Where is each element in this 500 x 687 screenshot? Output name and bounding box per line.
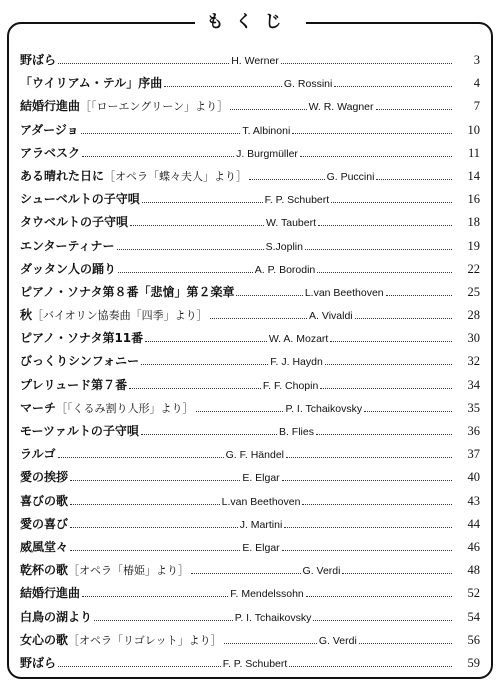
dot-leader bbox=[82, 596, 228, 597]
entry-composer: P. I. Tchaikovsky bbox=[285, 402, 363, 415]
toc-entry bbox=[20, 652, 480, 675]
entry-title bbox=[20, 350, 139, 373]
entry-page-number: 56 bbox=[467, 632, 480, 647]
dot-leader bbox=[355, 318, 452, 319]
dot-leader bbox=[70, 550, 240, 551]
dot-leader bbox=[292, 133, 452, 134]
dot-leader bbox=[236, 295, 302, 296]
dot-leader bbox=[305, 249, 452, 250]
toc-entry bbox=[20, 420, 480, 443]
entry-title-main: ダッタン人の踊り bbox=[20, 261, 117, 276]
entry-page-number: 14 bbox=[467, 168, 480, 183]
dot-leader bbox=[313, 620, 452, 621]
entry-page-number: 48 bbox=[467, 563, 481, 578]
entry-composer: E. Elgar bbox=[242, 541, 280, 554]
dot-leader bbox=[306, 596, 452, 597]
entry-subtitle: ［オペラ「蝶々夫人」より］ bbox=[104, 169, 248, 183]
toc-entry bbox=[20, 536, 480, 559]
dot-leader bbox=[282, 480, 452, 481]
entry-title-main: 威風堂々 bbox=[20, 539, 69, 554]
entry-title bbox=[20, 211, 128, 234]
entry-composer: F. F. Chopin bbox=[262, 379, 319, 392]
entry-composer: S.Joplin bbox=[265, 240, 303, 253]
dot-leader bbox=[142, 202, 263, 203]
entry-title bbox=[20, 513, 68, 536]
dot-leader bbox=[300, 156, 452, 157]
entry-title-main: 女心の歌 bbox=[20, 632, 69, 647]
toc-entry bbox=[20, 95, 480, 118]
entry-title-main: ピアノ・ソナタ第11番 bbox=[20, 331, 144, 346]
entry-title-main: 結婚行進曲 bbox=[20, 99, 81, 114]
entry-composer: T. Albinoni bbox=[242, 124, 291, 137]
entry-page-number: 37 bbox=[467, 447, 481, 462]
entry-page-number: 59 bbox=[467, 655, 480, 670]
dot-leader bbox=[359, 643, 452, 644]
entry-title bbox=[20, 629, 222, 652]
toc-entry bbox=[20, 49, 480, 72]
entry-title-main: 秋 bbox=[20, 308, 33, 323]
entry-composer: G. F. Händel bbox=[225, 449, 285, 462]
title-wrap bbox=[0, 9, 500, 35]
dot-leader bbox=[281, 63, 452, 64]
entry-title bbox=[20, 490, 68, 513]
dot-leader bbox=[284, 527, 452, 528]
entry-page-number: 30 bbox=[467, 331, 480, 346]
toc-entry bbox=[20, 582, 480, 605]
entry-page-number: 18 bbox=[467, 215, 481, 230]
entry-composer: L.van Beethoven bbox=[304, 286, 384, 299]
entry-composer: W. A. Mozart bbox=[268, 333, 329, 346]
entry-title bbox=[20, 304, 208, 327]
entry-composer: F. P. Schubert bbox=[264, 194, 330, 207]
entry-composer: F. Mendelssohn bbox=[230, 588, 304, 601]
entry-title bbox=[20, 374, 127, 397]
entry-composer: F. J. Haydn bbox=[270, 356, 323, 369]
dot-leader bbox=[318, 225, 452, 226]
entry-page-number: 44 bbox=[467, 516, 481, 531]
dot-leader bbox=[376, 179, 452, 180]
entry-page-number: 28 bbox=[467, 308, 480, 323]
dot-leader bbox=[58, 63, 229, 64]
toc-entry bbox=[20, 235, 480, 258]
entry-title-main: 喜びの歌 bbox=[20, 493, 69, 508]
dot-leader bbox=[342, 573, 452, 574]
dot-leader bbox=[364, 411, 452, 412]
toc-entry bbox=[20, 258, 480, 281]
entry-title bbox=[20, 397, 194, 420]
dot-leader bbox=[129, 388, 261, 389]
entry-page-number: 11 bbox=[467, 145, 480, 160]
toc-entry bbox=[20, 606, 480, 629]
entry-title-main: アラベスク bbox=[20, 145, 81, 160]
toc-entry bbox=[20, 397, 480, 420]
entry-page-number: 16 bbox=[467, 192, 480, 207]
toc-entry bbox=[20, 350, 480, 373]
entry-title bbox=[20, 466, 68, 489]
entry-composer: A. P. Borodin bbox=[254, 263, 316, 276]
toc-entry bbox=[20, 374, 480, 397]
entry-title-main: びっくりシンフォニー bbox=[20, 354, 140, 369]
entry-composer: J. Martini bbox=[239, 518, 283, 531]
toc-entry bbox=[20, 513, 480, 536]
entry-composer: H. Werner bbox=[231, 55, 279, 67]
entry-title-main: マーチ bbox=[20, 400, 57, 415]
entry-page-number: 3 bbox=[473, 53, 481, 67]
toc-entry bbox=[20, 466, 480, 489]
entry-page-number: 10 bbox=[467, 122, 480, 137]
dot-leader bbox=[210, 318, 307, 319]
toc-entry bbox=[20, 490, 480, 513]
entry-subtitle: ［「くるみ割り人形」より］ bbox=[56, 401, 194, 415]
entry-title bbox=[20, 165, 247, 188]
entry-title bbox=[20, 49, 56, 72]
entry-composer: F. P. Schubert bbox=[222, 657, 288, 670]
entry-subtitle: ［オペラ「リゴレット」より］ bbox=[68, 633, 222, 647]
dot-leader bbox=[386, 295, 452, 296]
dot-leader bbox=[289, 666, 452, 667]
dot-leader bbox=[376, 109, 452, 110]
entry-title bbox=[20, 582, 80, 605]
entry-title bbox=[20, 95, 228, 118]
entry-title-main: エンターティナー bbox=[20, 238, 115, 253]
entry-title bbox=[20, 235, 115, 258]
entry-page-number: 52 bbox=[467, 586, 480, 601]
entry-page-number: 7 bbox=[473, 99, 481, 114]
toc-list bbox=[20, 49, 480, 675]
dot-leader bbox=[145, 341, 267, 342]
toc-entry bbox=[20, 188, 480, 211]
entry-page-number: 34 bbox=[467, 377, 480, 392]
entry-composer: W. Taubert bbox=[266, 217, 317, 230]
entry-title bbox=[20, 443, 56, 466]
entry-composer: G. Verdi bbox=[302, 565, 341, 578]
toc-entry bbox=[20, 629, 480, 652]
dot-leader bbox=[191, 573, 301, 574]
entry-title bbox=[20, 119, 79, 142]
dot-leader bbox=[302, 504, 452, 505]
entry-title bbox=[20, 188, 140, 211]
entry-composer: G. Verdi bbox=[318, 634, 357, 647]
entry-title-main: ある晴れた日に bbox=[20, 168, 105, 183]
entry-title-main: プレリュード第７番 bbox=[20, 377, 128, 392]
entry-subtitle: ［オペラ「椿姫」より］ bbox=[68, 564, 190, 578]
entry-title-main: アダージョ bbox=[20, 122, 79, 137]
dot-leader bbox=[286, 457, 452, 458]
toc-entry bbox=[20, 142, 480, 165]
entry-title-main: 「ウイリアム・テル」序曲 bbox=[20, 76, 163, 91]
toc-entry bbox=[20, 304, 480, 327]
entry-title-main: タウベルトの子守唄 bbox=[20, 215, 129, 230]
entry-title-main: モーツァルトの子守唄 bbox=[20, 424, 139, 438]
toc-entry bbox=[20, 443, 480, 466]
entry-title bbox=[20, 559, 189, 582]
entry-title bbox=[20, 606, 92, 629]
dot-leader bbox=[325, 364, 452, 365]
entry-title-main: 愛の喜び bbox=[20, 516, 69, 531]
dot-leader bbox=[141, 434, 277, 435]
dot-leader bbox=[196, 411, 284, 412]
dot-leader bbox=[317, 272, 452, 273]
entry-title bbox=[20, 327, 143, 350]
entry-subtitle: ［「ローエングリーン」より］ bbox=[80, 100, 229, 114]
entry-page-number: 35 bbox=[467, 400, 481, 415]
dot-leader bbox=[141, 364, 268, 365]
dot-leader bbox=[94, 620, 233, 621]
entry-composer: B. Flies bbox=[278, 426, 314, 438]
entry-title bbox=[20, 142, 80, 165]
dot-leader bbox=[117, 249, 264, 250]
dot-leader bbox=[249, 179, 325, 180]
entry-title bbox=[20, 652, 56, 675]
entry-composer: J. Burgmüller bbox=[236, 147, 298, 160]
page-title: もくじ bbox=[195, 9, 306, 35]
entry-composer: L.van Beethoven bbox=[221, 495, 301, 508]
toc-entry bbox=[20, 119, 480, 142]
dot-leader bbox=[282, 550, 452, 551]
dot-leader bbox=[58, 666, 221, 667]
entry-composer: W. R. Wagner bbox=[308, 101, 374, 114]
entry-composer: G. Puccini bbox=[326, 170, 375, 183]
entry-title bbox=[20, 281, 234, 304]
entry-page-number: 43 bbox=[467, 493, 481, 508]
entry-composer: E. Elgar bbox=[242, 472, 280, 485]
entry-page-number: 36 bbox=[467, 424, 480, 438]
dot-leader bbox=[81, 133, 241, 134]
entry-title bbox=[20, 536, 68, 559]
entry-page-number: 46 bbox=[467, 539, 480, 554]
entry-title-main: 野ばら bbox=[20, 655, 57, 670]
entry-composer: G. Rossini bbox=[283, 78, 333, 91]
entry-page-number: 40 bbox=[467, 470, 480, 485]
entry-page-number: 32 bbox=[467, 354, 481, 369]
toc-entry bbox=[20, 559, 480, 582]
dot-leader bbox=[334, 86, 452, 87]
entry-title-main: 愛の挨拶 bbox=[20, 470, 69, 485]
entry-title bbox=[20, 420, 139, 443]
dot-leader bbox=[331, 202, 452, 203]
dot-leader bbox=[320, 388, 452, 389]
entry-page-number: 4 bbox=[473, 76, 481, 91]
dot-leader bbox=[224, 643, 317, 644]
dot-leader bbox=[58, 457, 224, 458]
dot-leader bbox=[70, 527, 238, 528]
entry-title-main: ラルゴ bbox=[20, 447, 56, 462]
entry-title-main: 結婚行進曲 bbox=[20, 586, 81, 601]
entry-title-main: 野ばら bbox=[20, 53, 57, 67]
toc-entry bbox=[20, 211, 480, 234]
dot-leader bbox=[130, 225, 264, 226]
dot-leader bbox=[118, 272, 253, 273]
entry-title-main: 白鳥の湖より bbox=[20, 609, 93, 624]
dot-leader bbox=[164, 86, 282, 87]
entry-page-number: 25 bbox=[467, 284, 481, 299]
dot-leader bbox=[82, 156, 234, 157]
entry-composer: P. I. Tchaikovsky bbox=[234, 611, 312, 624]
dot-leader bbox=[330, 341, 452, 342]
toc-entry bbox=[20, 327, 480, 350]
entry-title-main: ピアノ・ソナタ第８番「悲愴」第２楽章 bbox=[20, 284, 235, 299]
entry-page-number: 22 bbox=[467, 261, 480, 276]
toc-entry bbox=[20, 281, 480, 304]
entry-title bbox=[20, 258, 116, 281]
entry-page-number: 19 bbox=[467, 238, 481, 253]
dot-leader bbox=[316, 434, 452, 435]
entry-composer: A. Vivaldi bbox=[309, 310, 353, 323]
dot-leader bbox=[70, 504, 220, 505]
entry-title bbox=[20, 72, 162, 95]
toc-entry bbox=[20, 165, 480, 188]
entry-page-number: 54 bbox=[467, 609, 481, 624]
entry-title-main: シューベルトの子守唄 bbox=[20, 192, 140, 207]
entry-subtitle: ［バイオリン協奏曲「四季」より］ bbox=[32, 309, 208, 323]
dot-leader bbox=[70, 480, 240, 481]
entry-title-main: 乾杯の歌 bbox=[20, 563, 69, 578]
dot-leader bbox=[230, 109, 306, 110]
toc-entry bbox=[20, 72, 480, 95]
